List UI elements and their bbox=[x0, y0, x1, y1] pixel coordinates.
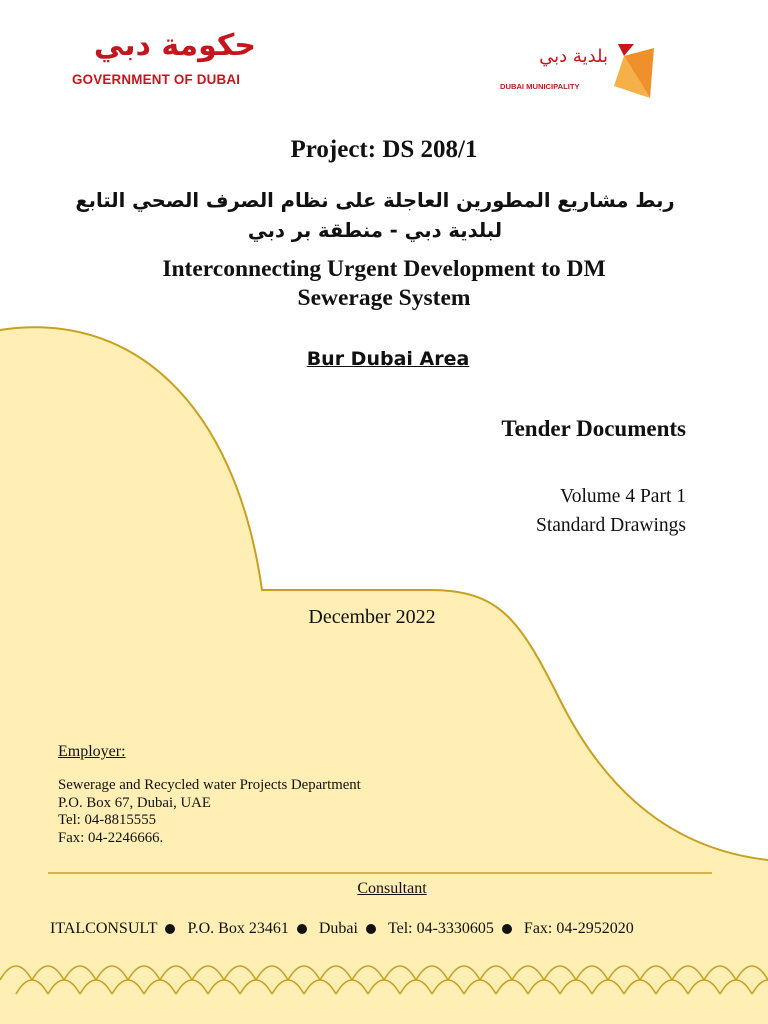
arabic-title-line-2: لبلدية دبي - منطقة بر دبي bbox=[247, 219, 503, 242]
english-title-line-2: Sewerage System bbox=[297, 285, 471, 311]
dubai-municipality-logo bbox=[500, 40, 660, 100]
consultant-po-box: P.O. Box 23461 bbox=[187, 920, 289, 937]
project-arabic-title bbox=[60, 186, 690, 246]
government-of-dubai-logo bbox=[72, 26, 262, 90]
bullet-icon bbox=[502, 924, 512, 934]
consultant-fax: Fax: 04-2952020 bbox=[523, 920, 634, 937]
consultant-name: ITALCONSULT bbox=[50, 920, 158, 937]
project-english-title bbox=[40, 255, 728, 313]
english-title-line-1: Interconnecting Urgent Development to DM bbox=[162, 256, 606, 282]
employer-department: Sewerage and Recycled water Projects Department bbox=[58, 777, 361, 793]
bullet-icon bbox=[165, 924, 175, 934]
dm-logo-arabic: بلدية دبي bbox=[539, 46, 608, 67]
consultant-details bbox=[50, 920, 760, 938]
gov-logo-arabic: حكومة دبي bbox=[93, 28, 256, 63]
document-date: December 2022 bbox=[308, 606, 436, 628]
dm-logo-english: DUBAI MUNICIPALITY bbox=[500, 82, 580, 91]
consultant-tel: Tel: 04-3330605 bbox=[387, 920, 494, 937]
arabic-title-line-1: ربط مشاريع المطورين العاجلة على نظام الصرف الصحي التابع bbox=[75, 189, 675, 212]
employer-details bbox=[58, 777, 361, 847]
volume-info bbox=[380, 482, 686, 540]
dm-emblem-icon bbox=[604, 40, 662, 98]
employer-fax: Fax: 04-2246666. bbox=[58, 829, 164, 846]
tender-documents-heading: Tender Documents bbox=[501, 416, 686, 441]
volume-subtitle: Standard Drawings bbox=[535, 515, 686, 536]
project-title: Project: DS 208/1 bbox=[290, 136, 478, 163]
employer-tel: Tel: 04-8815555 bbox=[58, 812, 157, 828]
employer-label: Employer: bbox=[58, 743, 126, 760]
consultant-label: Consultant bbox=[357, 880, 427, 897]
bullet-icon bbox=[297, 924, 307, 934]
volume-label: Volume 4 Part 1 bbox=[560, 486, 686, 507]
gov-logo-english: GOVERNMENT OF DUBAI bbox=[72, 72, 241, 87]
bullet-icon bbox=[366, 924, 376, 934]
consultant-city: Dubai bbox=[318, 920, 358, 937]
area-name: Bur Dubai Area bbox=[306, 348, 470, 370]
employer-po-box: P.O. Box 67, Dubai, UAE bbox=[58, 794, 211, 811]
